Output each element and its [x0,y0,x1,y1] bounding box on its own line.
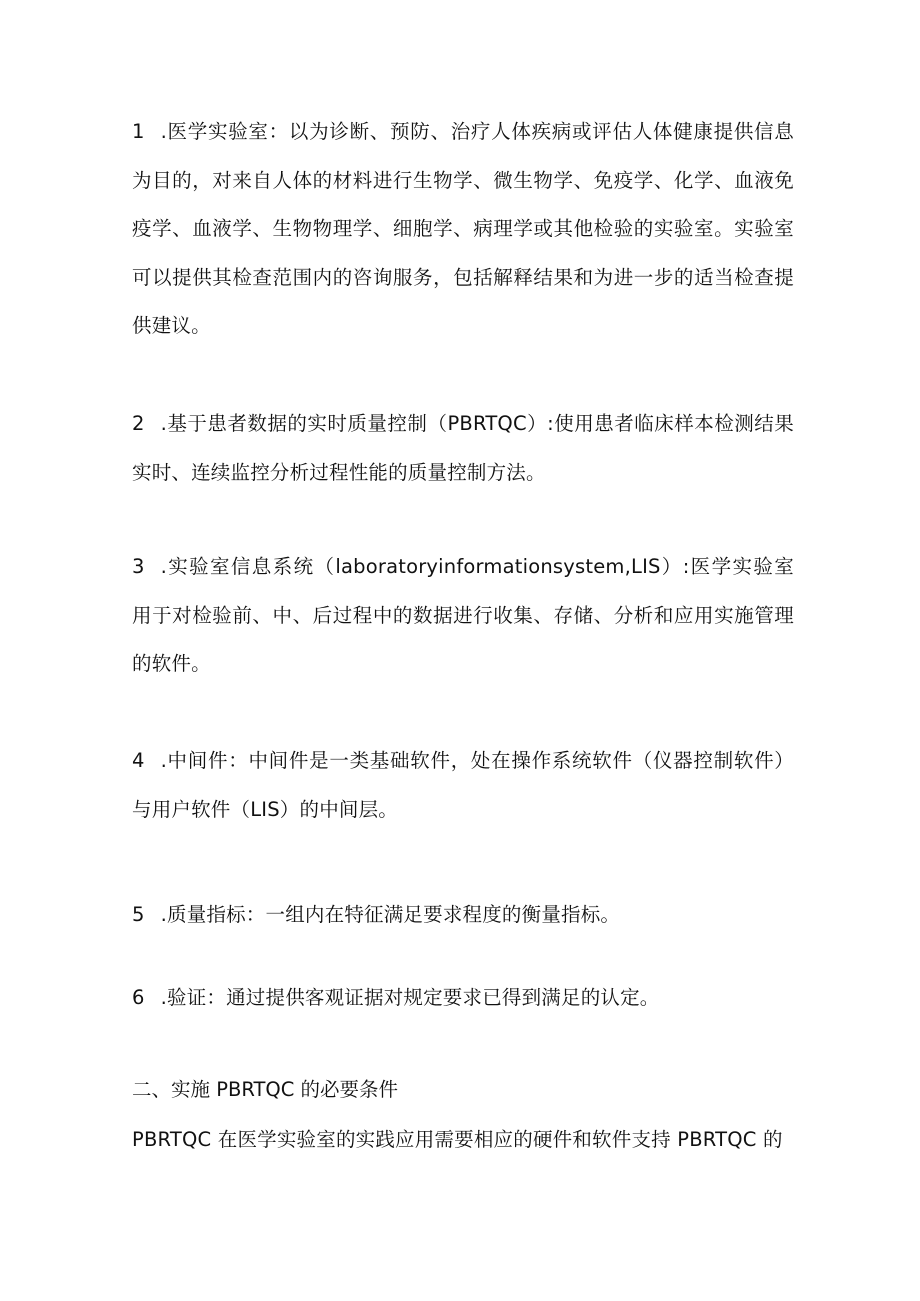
definition-text: 通过提供客观证据对规定要求已得到满足的认定。 [226,986,660,1009]
definition-number: 6 [132,986,145,1009]
definition-text: 一组内在特征满足要求程度的衡量指标。 [265,903,621,926]
definition-text: 使用患者临床样本检测结果实时、连续监控分析过程性能的质量控制方法。 [132,412,795,484]
definition-text: 医学实验室用于对检验前、中、后过程中的数据进行收集、存储、分析和应用实施管理的软件。 [132,555,794,675]
definition-term: .质量指标： [160,903,266,926]
definition-number: 4 [132,749,145,772]
definition-term: .中间件： [160,749,249,772]
definition-number: 1 [132,120,145,143]
definition-4 [132,737,794,834]
definition-term: .实验室信息系统（laboratoryinformationsystem,LIS）: [160,555,690,578]
definition-text: 中间件是一类基础软件，处在操作系统软件（仪器控制软件）与用户软件（LIS）的中间层。 [132,749,794,821]
definition-6 [132,974,794,1023]
definition-text: 以为诊断、预防、治疗人体疾病或评估人体健康提供信息为目的，对来自人体的材料进行生物学、微生物学、免疫学、化学、血液免疫学、血液学、生物物理学、细胞学、病理学或其他检验的实验室。实验室可以提供其检查范围内的咨询服务，包括解释结果和为进一步的适当检查提供建议。 [132,120,794,337]
definition-3 [132,543,794,689]
section-paragraph: PBRTQC 在医学实验室的实践应用需要相应的硬件和软件支持 PBRTQC 的 [132,1128,783,1151]
definition-number: 3 [132,555,145,578]
definition-1 [132,108,794,351]
definition-term: .验证： [160,986,227,1009]
section-heading: 二、实施 PBRTQC 的必要条件 [132,1078,399,1101]
definition-number: 5 [132,903,145,926]
definition-number: 2 [132,412,145,435]
definition-term: .医学实验室： [160,120,289,143]
definition-5 [132,891,794,940]
definition-term: .基于患者数据的实时质量控制（PBRTQC）: [160,412,554,435]
definition-2 [132,400,794,497]
